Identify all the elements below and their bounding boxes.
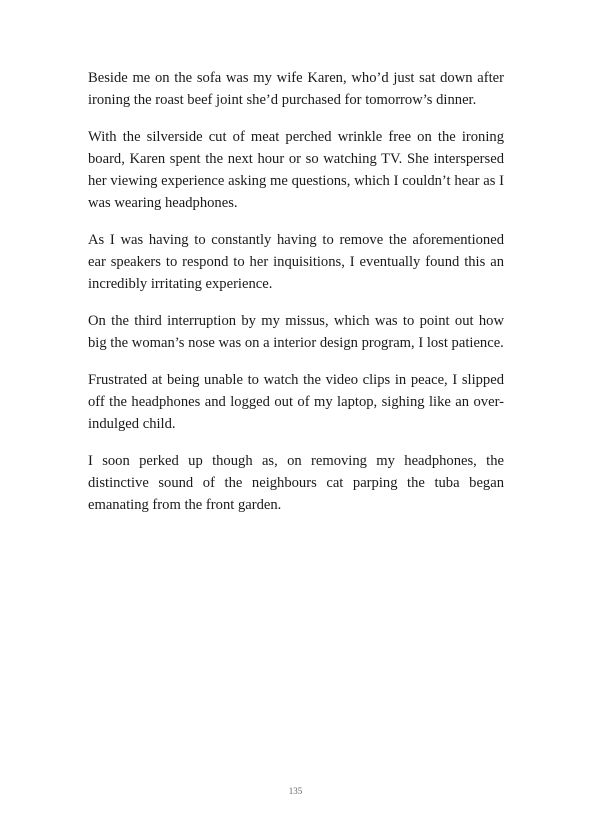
page-number: 135 (288, 786, 303, 796)
paragraph-5: Frustrated at being unable to watch the video clips in peace, I slipped off the headphones and logged out of my laptop, sighing like an over-indulged child. (88, 372, 504, 432)
paragraph-3: As I was having to constantly having to remove the aforementioned ear speakers to respond to her inquisitions, I eventually found this an incredibly irritating experience. (88, 232, 504, 292)
paragraph-4: On the third interruption by my missus, which was to point out how big the woman’s nose was on a interior design program, I lost patience. (88, 313, 504, 351)
paragraph-1: Beside me on the sofa was my wife Karen, who’d just sat down after ironing the roast beef joint she’d purchased for tomorrow’s dinner. (88, 70, 504, 108)
paragraph-2: With the silverside cut of meat perched wrinkle free on the ironing board, Karen spent the next hour or so watching TV. She interspersed her viewing experience asking me questions, which I couldn’t hear as I was wearing headphones. (88, 129, 504, 211)
body-text (88, 67, 504, 531)
paragraph-6: I soon perked up though as, on removing my headphones, the distinctive sound of the neighbours cat parping the tuba began emanating from the front garden. (88, 453, 504, 513)
